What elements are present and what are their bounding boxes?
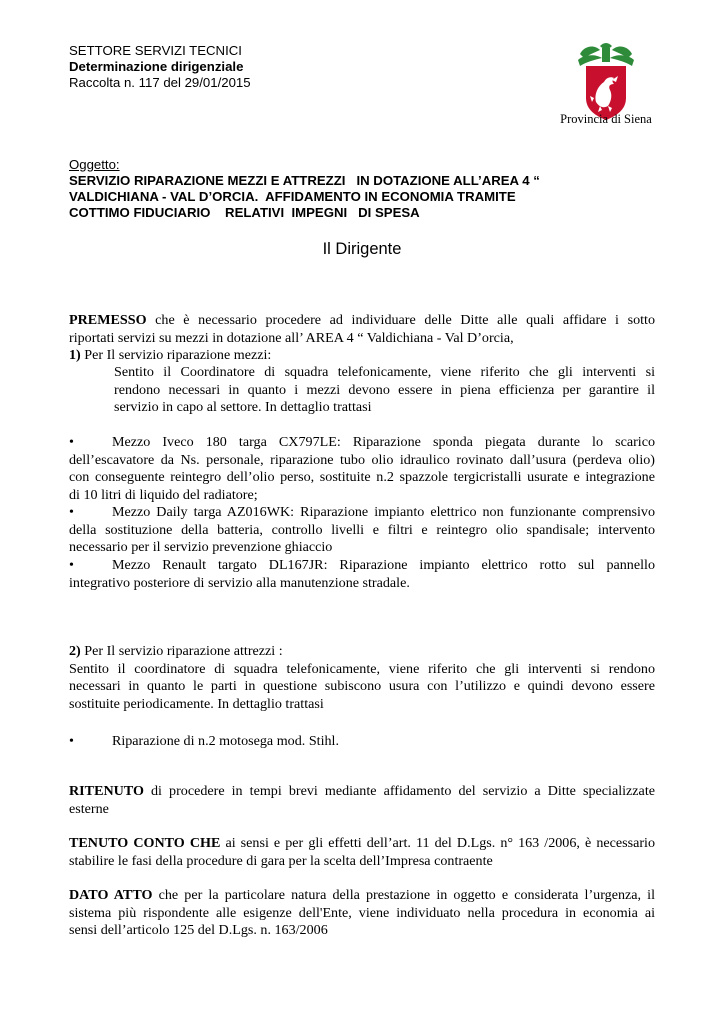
section-2-title: Per Il servizio riparazione attrezzi : (80, 643, 283, 659)
bullet-text: Mezzo Iveco 180 targa CX797LE: Riparazione sponda piegata durante lo scarico (111, 434, 655, 450)
dato-atto-keyword: DATO ATTO (69, 887, 153, 903)
paragraph-line: servizio in capo al settore. In dettaglio trattasi (114, 399, 372, 415)
paragraph-line: Sentito il coordinatore di squadra telefonicamente, viene riferito che gli interventi si rendono (69, 660, 655, 677)
section-2-heading (69, 643, 655, 661)
paragraph-line: sensi dell’articolo 125 del D.Lgs. n. 163/2006 (69, 922, 328, 938)
section-1-title: Per Il servizio riparazione mezzi: (80, 347, 272, 363)
section-2-number: 2) (69, 643, 81, 659)
paragraph-line: integrativo posteriore di servizio alla manutenzione stradale. (69, 574, 410, 591)
paragraph-text: che è necessario procedere ad individuare delle Ditte alle quali affidare i sotto (146, 312, 655, 328)
paragraph-line (69, 733, 655, 751)
paragraph-text: di procedere in tempi brevi mediante affidamento del servizio a Ditte specializzate (143, 783, 655, 799)
bullet-text: Riparazione di n.2 motosega mod. Stihl. (111, 733, 339, 749)
bullet-icon: • (69, 557, 74, 573)
paragraph-line: con conseguente reintegro dell’olio perso, sostituite n.2 spazzole tergicristalli usurate e integrazione (69, 469, 655, 485)
paragraph-line: rendono necessari in quanto i mezzi devono essere in piena efficienza per garantire il (114, 381, 655, 398)
bullet-icon: • (69, 733, 74, 749)
section-1-intro (114, 364, 655, 417)
list-item (69, 434, 655, 504)
subject-line: COTTIMO FIDUCIARIO RELATIVI IMPEGNI DI SPESA (69, 205, 420, 220)
list-item (69, 504, 655, 557)
bullet-text: Mezzo Daily targa AZ016WK: Riparazione impianto elettrico non funzionante comprensivo (111, 504, 655, 520)
subject-line: SERVIZIO RIPARAZIONE MEZZI E ATTREZZI IN DOTAZIONE ALL’AREA 4 “ (69, 173, 540, 188)
paragraph-line: necessari in quanto le parti in questione subiscono usura con l’utilizzo e quindi devono essere (69, 678, 655, 694)
paragraph-line: di 10 litri di liquido del radiatore; (69, 486, 258, 503)
section-1-heading (69, 347, 655, 365)
subject-text (69, 173, 629, 221)
bullet-text: Mezzo Renault targato DL167JR: Riparazione impianto elettrico rotto sul pannello (111, 557, 655, 573)
dato-atto-paragraph (69, 887, 655, 940)
paragraph-line (69, 887, 655, 905)
paragraph-line: dell’escavatore da Ns. personale, riparazione tubo olio idraulico rovinato dall’usura (perdeva olio) (69, 451, 655, 468)
paragraph-line: Sentito il Coordinatore di squadra telefonicamente, viene riferito che gli interventi si (114, 364, 655, 380)
list-item (69, 557, 655, 592)
ritenuto-keyword: RITENUTO (69, 783, 144, 799)
bullet-icon: • (69, 434, 74, 450)
paragraph-line (69, 557, 655, 575)
paragraph-line (69, 434, 655, 452)
section-2-paragraph (69, 643, 655, 713)
paragraph-line: della sostituzione della batteria, controllo livelli e filtri e reintegro olio spandisale; intervento (69, 521, 655, 538)
document-header (69, 43, 251, 91)
sector-name: SETTORE SERVIZI TECNICI (69, 43, 242, 58)
document-title: Il Dirigente (322, 240, 402, 258)
paragraph-line (69, 783, 655, 801)
logo-caption: Provincia di Siena (560, 112, 652, 126)
list-item (69, 733, 655, 751)
bullet-icon: • (69, 504, 74, 520)
tenuto-paragraph (69, 835, 655, 870)
paragraph-line (69, 835, 655, 853)
paragraph-line: riportati servizi su mezzi in dotazione all’ AREA 4 “ Valdichiana - Val D’orcia, (69, 329, 514, 346)
collection-number: Raccolta n. 117 del 29/01/2015 (69, 75, 251, 90)
paragraph-line (69, 312, 655, 330)
paragraph-line: sostituite periodicamente. In dettaglio trattasi (69, 695, 324, 712)
paragraph-line: sistema più rispondente alle esigenze dell'Ente, viene individuato nella procedura in economia ai (69, 904, 655, 921)
paragraph-line (69, 504, 655, 522)
paragraph-line: esterne (69, 800, 109, 817)
subject-line: VALDICHIANA - VAL D’ORCIA. AFFIDAMENTO IN ECONOMIA TRAMITE (69, 189, 516, 204)
tenuto-keyword: TENUTO CONTO CHE (69, 835, 221, 851)
ritenuto-paragraph (69, 783, 655, 818)
document-type: Determinazione dirigenziale (69, 59, 244, 74)
paragraph-line: stabilire le fasi della procedure di gara per la scelta dell’Impresa contraente (69, 852, 493, 869)
premesso-keyword: PREMESSO (69, 312, 147, 328)
paragraph-text: che per la particolare natura della prestazione in oggetto e considerata l’urgenza, il (152, 887, 656, 903)
section-1-number: 1) (69, 347, 81, 363)
subject-label: Oggetto: (69, 157, 120, 172)
premesso-paragraph (69, 312, 655, 347)
paragraph-line: necessario per il servizio prevenzione ghiaccio (69, 539, 333, 555)
paragraph-text: ai sensi e per gli effetti dell’art. 11 del D.Lgs. n° 163 /2006, è necessario (220, 835, 656, 851)
